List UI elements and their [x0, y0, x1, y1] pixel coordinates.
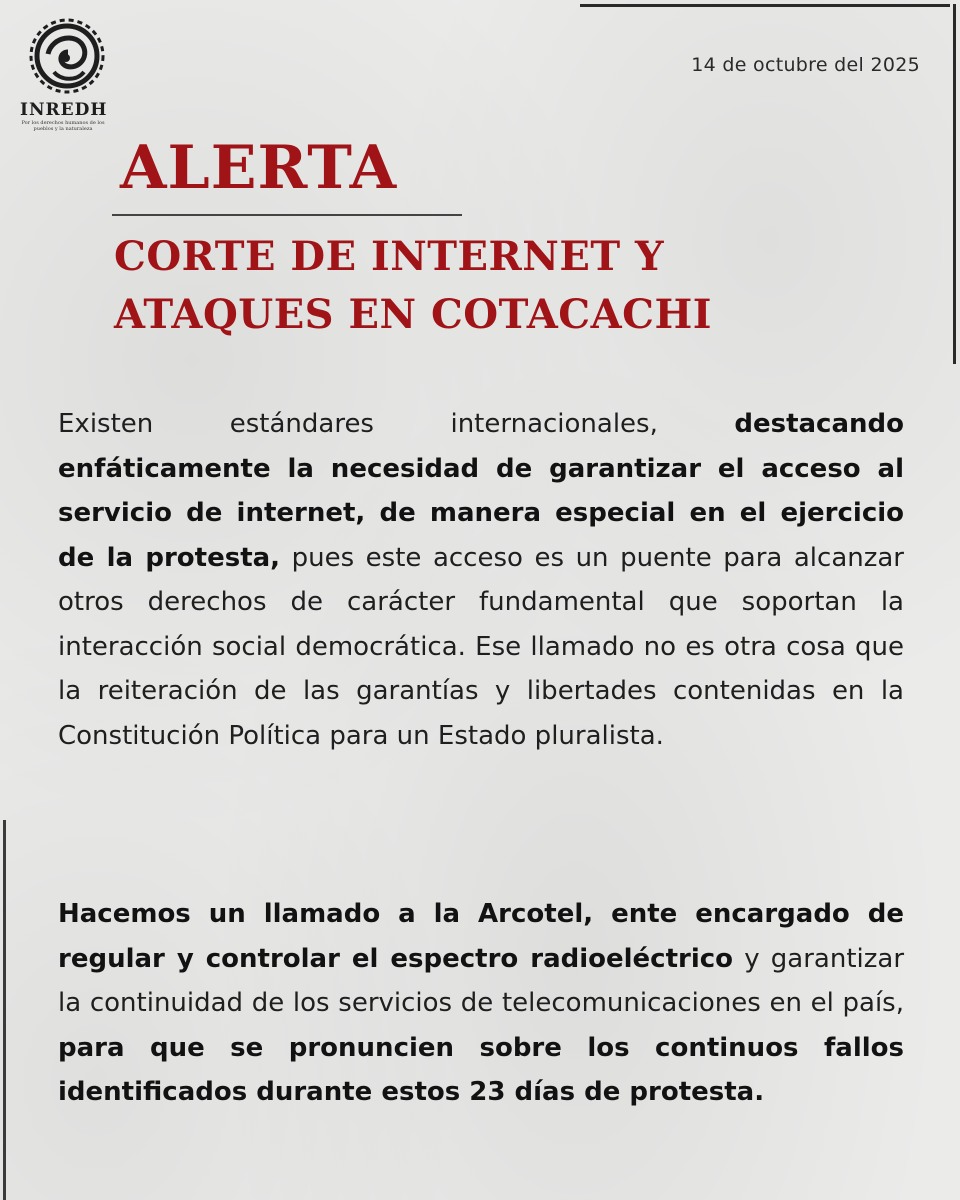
inredh-logo [16, 14, 116, 132]
date: 14 de octubre del 2025 [691, 54, 920, 76]
paragraph-1-text-a: Existen estándares internacionales, [58, 409, 735, 439]
border-stroke-right [953, 4, 956, 364]
subtitle-line-2: ATAQUES EN COTACACHI [114, 291, 712, 338]
paragraph-2 [58, 892, 904, 1115]
paragraph-2-bold-b: para que se pronuncien sobre los continuos fallos identificados durante estos 23 días de protesta. [58, 1032, 904, 1107]
page-title: ALERTA [120, 133, 398, 203]
paragraph-1 [58, 402, 904, 758]
logo-name: INREDH [20, 100, 108, 120]
subtitle-line-1: CORTE DE INTERNET Y [114, 233, 665, 280]
logo-tagline: Por los derechos humanos de los pueblos y la naturaleza [21, 120, 105, 132]
paragraph-1-bold: destacando enfáticamente la necesidad de garantizar el acceso al servicio de internet, de manera especial en el ejercicio de la protesta, [58, 409, 904, 573]
paragraph-1-text-b: pues este acceso es un puente para alcanzar otros derechos de carácter fundamental que soportan la interacción social democrática. Ese llamado no es otra cosa que la reiteración de las garantías y libertades contenidas en la Constitución Política para un Estado pluralista. [58, 542, 904, 751]
title-divider [112, 214, 462, 216]
border-stroke-top [580, 4, 950, 7]
inredh-logo-icon [26, 14, 108, 98]
border-stroke-left [3, 820, 6, 1200]
paragraph-2-text: y garantizar la continuidad de los servicios de telecomunicaciones en el país, [58, 943, 905, 1018]
page-subtitle [114, 228, 712, 344]
paragraph-2-bold-a: Hacemos un llamado a la Arcotel, ente encargado de regular y controlar el espectro radioeléctrico [58, 899, 904, 974]
